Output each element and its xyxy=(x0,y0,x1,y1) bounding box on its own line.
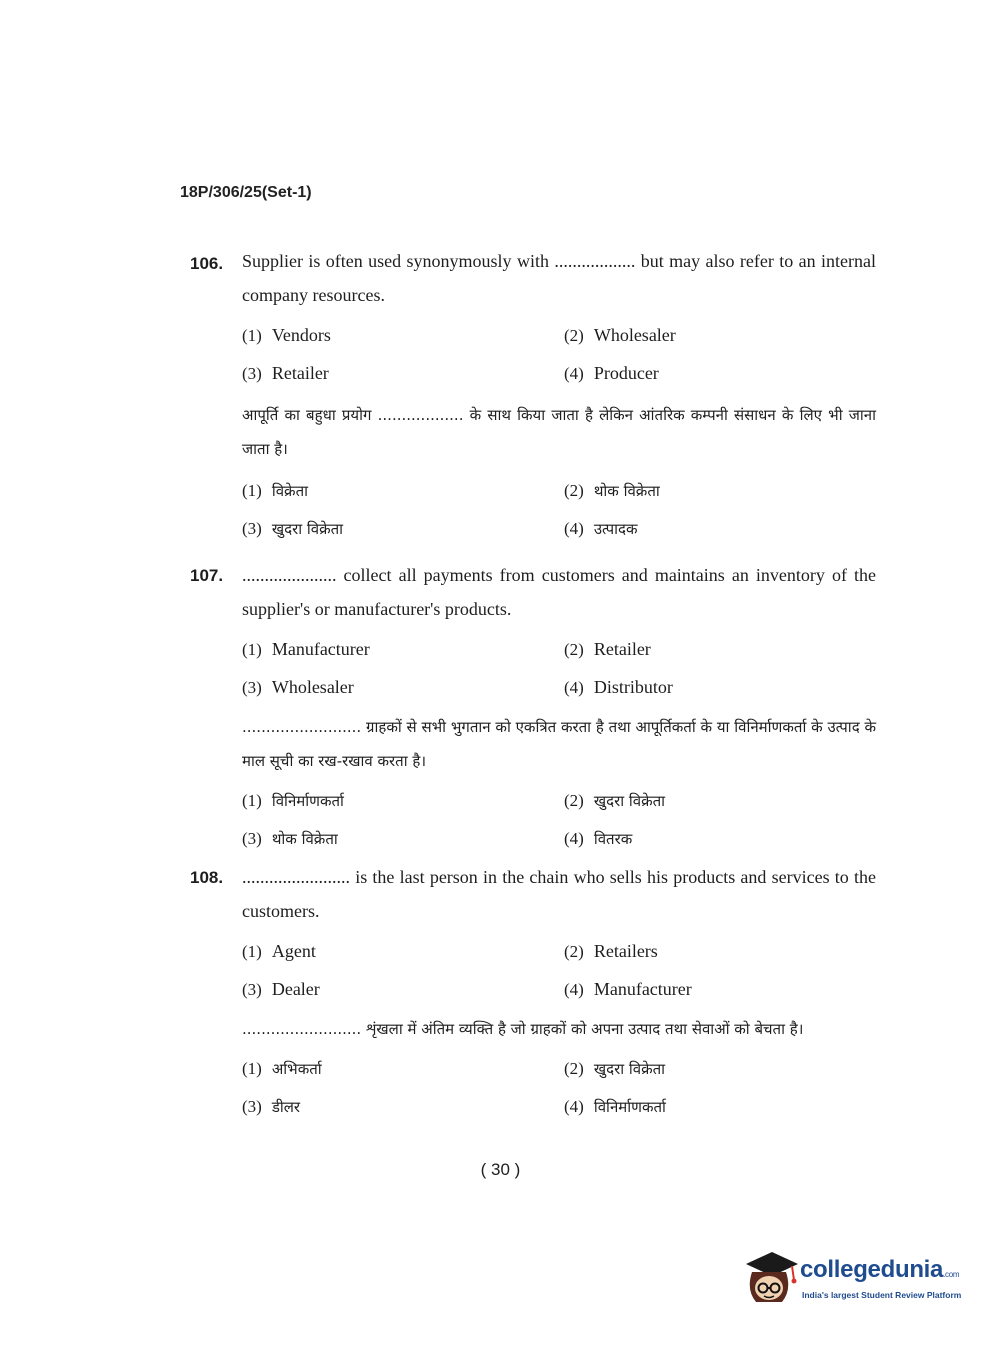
option-2: (2) थोक विक्रेता xyxy=(564,481,660,500)
option-3: (3) Dealer xyxy=(242,979,320,999)
options-english xyxy=(242,932,876,1008)
option-4: (4) वितरक xyxy=(564,829,633,848)
option-2: (2) Retailer xyxy=(564,639,651,659)
option-4: (4) Producer xyxy=(564,363,659,383)
question-stem-english: ..................... collect all payments from customers and maintains an inventory of the supplier's or manufacturer's products. xyxy=(242,565,876,619)
option-1: (1) विक्रेता xyxy=(242,481,309,500)
options-english xyxy=(242,316,876,392)
option-1: (1) Agent xyxy=(242,941,316,961)
question-stem-hindi: ......................... शृंखला में अंतिम व्यक्ति है जो ग्राहकों को अपना उत्पाद तथा सेवाओं को बेचता है। xyxy=(242,1020,804,1038)
question-106 xyxy=(190,244,880,548)
options-english xyxy=(242,630,876,706)
option-2: (2) Retailers xyxy=(564,941,658,961)
option-4: (4) उत्पादक xyxy=(564,519,638,538)
option-3: (3) Wholesaler xyxy=(242,677,354,697)
question-stem-hindi: आपूर्ति का बहुधा प्रयोग .................. के साथ किया जाता है लेकिन आंतरिक कम्पनी संसाधन के लिए भी जाना जाता है। xyxy=(242,406,876,458)
option-1: (1) Vendors xyxy=(242,325,331,345)
option-1: (1) विनिर्माणकर्ता xyxy=(242,791,344,810)
options-hindi xyxy=(242,472,876,548)
question-stem-english: ........................ is the last person in the chain who sells his products and services to the customers. xyxy=(242,867,876,921)
question-number: 108. xyxy=(190,868,224,887)
mascot-icon xyxy=(742,1250,800,1310)
collegedunia-watermark xyxy=(742,1250,972,1310)
options-hindi xyxy=(242,1050,876,1126)
option-1: (1) अभिकर्ता xyxy=(242,1059,322,1078)
option-3: (3) खुदरा विक्रेता xyxy=(242,519,344,538)
options-hindi xyxy=(242,782,876,858)
question-number: 107. xyxy=(190,566,224,585)
question-number: 106. xyxy=(190,254,224,273)
question-stem-english: Supplier is often used synonymously with .................. but may also refer to an internal company resources. xyxy=(242,251,876,305)
question-108 xyxy=(190,860,880,1126)
brand-name: collegedunia.com xyxy=(800,1256,960,1283)
option-4: (4) Distributor xyxy=(564,677,673,697)
option-1: (1) Manufacturer xyxy=(242,639,370,659)
option-4: (4) विनिर्माणकर्ता xyxy=(564,1097,666,1116)
question-stem-hindi: ......................... ग्राहकों से सभी भुगतान को एकत्रित करता है तथा आपूर्तिकर्ता के या विनिर्माणकर्ता के उत्पाद के माल सूची का रख-रखाव करता है। xyxy=(242,718,876,770)
brand-tagline: India's largest Student Review Platform xyxy=(802,1290,962,1300)
question-107 xyxy=(190,558,880,858)
option-2: (2) खुदरा विक्रेता xyxy=(564,1059,666,1078)
option-3: (3) Retailer xyxy=(242,363,329,383)
option-4: (4) Manufacturer xyxy=(564,979,692,999)
option-3: (3) थोक विक्रेता xyxy=(242,829,338,848)
paper-code: 18P/306/25(Set-1) xyxy=(180,184,312,201)
option-2: (2) खुदरा विक्रेता xyxy=(564,791,666,810)
option-3: (3) डीलर xyxy=(242,1097,301,1116)
option-2: (2) Wholesaler xyxy=(564,325,676,345)
page-number: ( 30 ) xyxy=(480,1160,521,1179)
